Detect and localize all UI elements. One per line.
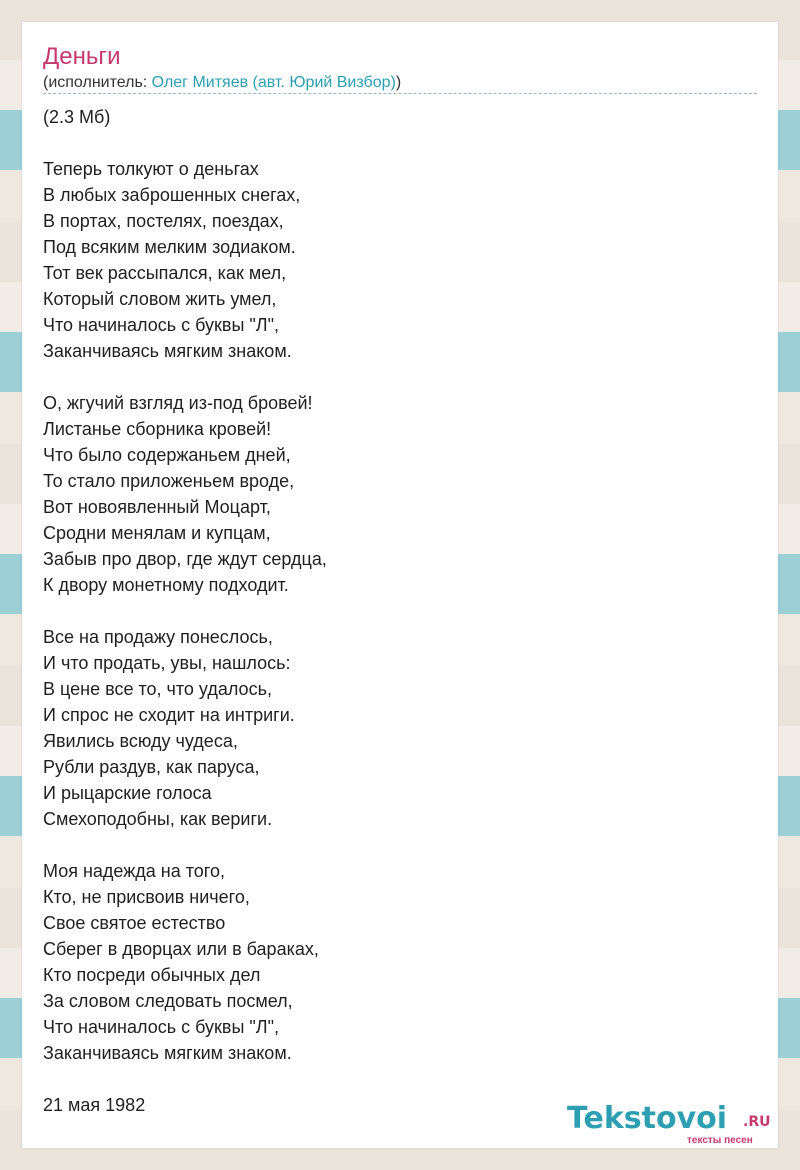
stanza-gap bbox=[43, 364, 757, 390]
lyric-line: Рубли раздув, как паруса, bbox=[43, 757, 260, 777]
lyric-line: Что было содержаньем дней, bbox=[43, 445, 291, 465]
spacer bbox=[43, 130, 757, 156]
stanzas bbox=[43, 156, 757, 1092]
lyric-line: Кто, не присвоив ничего, bbox=[43, 887, 250, 907]
lyric-line: Моя надежда на того, bbox=[43, 861, 225, 881]
artist-link[interactable]: Олег Митяев (авт. Юрий Визбор) bbox=[151, 74, 396, 91]
lyrics-text bbox=[43, 104, 757, 1118]
logo-wordmark: Tekstovoi bbox=[567, 1101, 728, 1136]
lyric-line: Все на продажу понеслось, bbox=[43, 627, 273, 647]
lyric-line: Заканчиваясь мягким знаком. bbox=[43, 341, 292, 361]
logo-tagline: тексты песен bbox=[687, 1135, 753, 1146]
lyric-line: В цене все то, что удалось, bbox=[43, 679, 272, 699]
file-size: (2.3 Мб) bbox=[43, 107, 111, 127]
lyric-line: Под всяким мелким зодиаком. bbox=[43, 237, 296, 257]
stanza-gap bbox=[43, 832, 757, 858]
lyric-line: То стало приложеньем вроде, bbox=[43, 471, 295, 491]
stanza-gap bbox=[43, 1066, 757, 1092]
song-date: 21 мая 1982 bbox=[43, 1095, 146, 1115]
lyric-line: Что начиналось с буквы "Л", bbox=[43, 315, 279, 335]
lyric-line: Свое святое естество bbox=[43, 913, 226, 933]
lyric-line: Заканчиваясь мягким знаком. bbox=[43, 1043, 292, 1063]
lyric-line: И рыцарские голоса bbox=[43, 783, 212, 803]
stanza-gap bbox=[43, 598, 757, 624]
dashed-divider bbox=[43, 93, 757, 94]
byline-suffix: ) bbox=[395, 74, 402, 91]
lyric-line: За словом следовать посмел, bbox=[43, 991, 293, 1011]
lyric-line: Теперь толкуют о деньгах bbox=[43, 159, 259, 179]
lyric-line: Кто посреди обычных дел bbox=[43, 965, 261, 985]
lyric-line: К двору монетному подходит. bbox=[43, 575, 289, 595]
tekstovoi-logo[interactable] bbox=[567, 1102, 777, 1146]
lyric-line: В портах, постелях, поездах, bbox=[43, 211, 284, 231]
lyric-line: В любых заброшенных снегах, bbox=[43, 185, 301, 205]
lyric-line: Что начиналось с буквы "Л", bbox=[43, 1017, 279, 1037]
lyric-line: Сберег в дворцах или в бараках, bbox=[43, 939, 319, 959]
lyrics-card bbox=[22, 22, 778, 1148]
lyric-line: И что продать, увы, нашлось: bbox=[43, 653, 291, 673]
lyric-line: И спрос не сходит на интриги. bbox=[43, 705, 295, 725]
lyric-line: Вот новоявленный Моцарт, bbox=[43, 497, 271, 517]
lyric-line: Явились всюду чудеса, bbox=[43, 731, 238, 751]
lyric-line: Листанье сборника кровей! bbox=[43, 419, 272, 439]
byline bbox=[43, 73, 401, 93]
lyric-line: Забыв про двор, где ждут сердца, bbox=[43, 549, 327, 569]
song-title: Деньги bbox=[43, 43, 121, 70]
lyric-line: О, жгучий взгляд из-под бровей! bbox=[43, 393, 313, 413]
lyric-line: Смехоподобны, как вериги. bbox=[43, 809, 273, 829]
logo-tld: .RU bbox=[743, 1114, 771, 1130]
lyric-line: Который словом жить умел, bbox=[43, 289, 277, 309]
lyric-line: Тот век рассыпался, как мел, bbox=[43, 263, 287, 283]
byline-prefix: (исполнитель: bbox=[43, 74, 152, 91]
lyric-line: Сродни менялам и купцам, bbox=[43, 523, 271, 543]
